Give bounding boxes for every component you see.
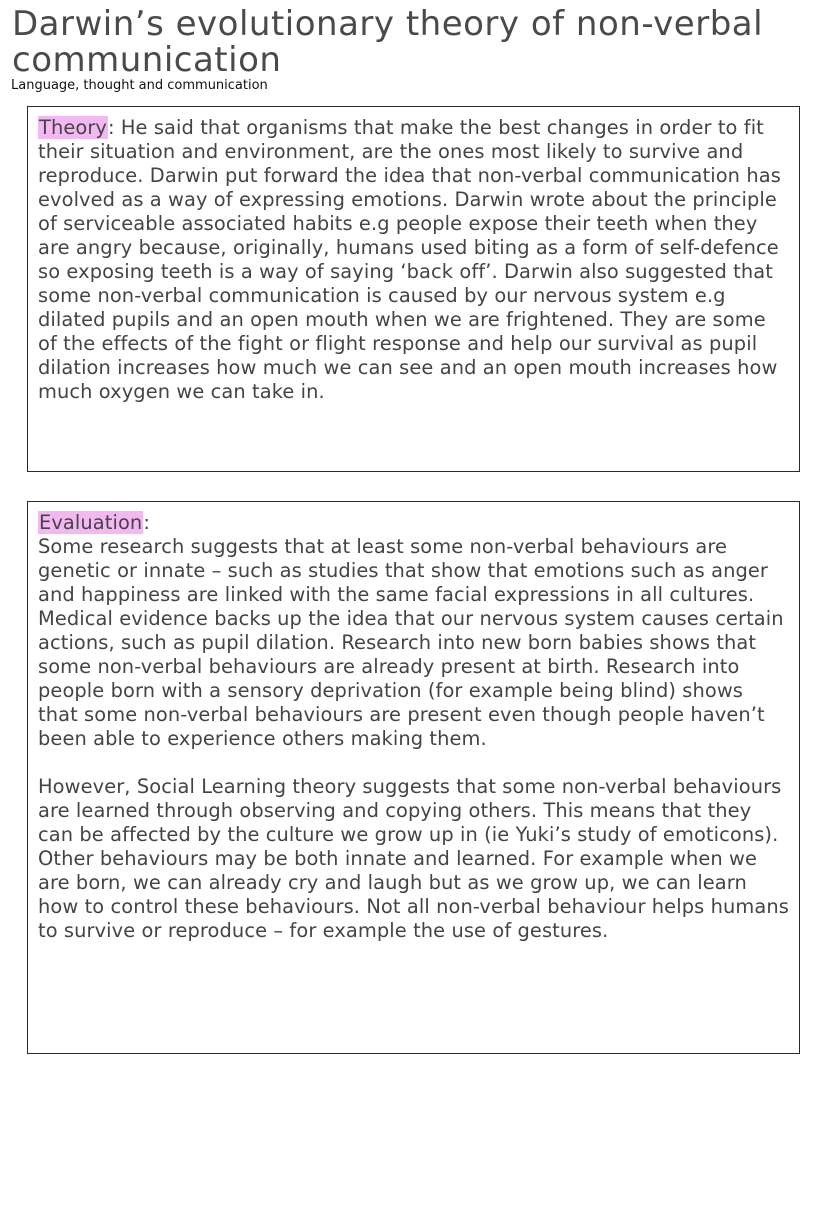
page-subtitle: Language, thought and communication: [11, 78, 268, 93]
page-title: Darwin’s evolutionary theory of non-verbal communication: [12, 4, 764, 80]
evaluation-paragraph-1: Some research suggests that at least some non-verbal behaviours are genetic or innate – such as studies that show that emotions such as anger and happiness are linked with the same facial expressions in all cultures. Medical evidence backs up the idea that our nervous system causes certain actions, such as pupil dilation. Research into new born babies shows that some non-verbal behaviours are already present at birth. Research into people born with a sensory deprivation (for example being blind) shows that some non-verbal behaviours are present even though people haven’t been able to experience others making them.: [38, 535, 784, 750]
evaluation-heading: Evaluation: [39, 511, 143, 534]
theory-paragraph: [38, 116, 789, 404]
evaluation-colon: :: [143, 511, 150, 534]
evaluation-paragraph-2: However, Social Learning theory suggests that some non-verbal behaviours are learned through observing and copying others. This means that they can be affected by the culture we grow up in (ie Yuki’s study of emoticons). Other behaviours may be both innate and learned. For example when we are born, we can already cry and laugh but as we grow up, we can learn how to control these behaviours. Not all non-verbal behaviour helps humans to survive or reproduce – for example the use of gestures.: [38, 775, 789, 942]
theory-text: : He said that organisms that make the best changes in order to fit their situation and environment, are the ones most likely to survive and reproduce. Darwin put forward the idea that non-verbal communication has evolved as a way of expressing emotions. Darwin wrote about the principle of serviceable associated habits e.g people expose their teeth when they are angry because, originally, humans used biting as a form of self-defence so exposing teeth is a way of saying ‘back off’. Darwin also suggested that some non-verbal communication is caused by our nervous system e.g dilated pupils and an open mouth when we are frightened. They are some of the effects of the fight or flight response and help our survival as pupil dilation increases how much we can see and an open mouth increases how much oxygen we can take in.: [38, 116, 781, 403]
theory-heading: Theory: [39, 116, 107, 139]
theory-box: [27, 106, 800, 472]
evaluation-heading-line: [38, 511, 789, 535]
evaluation-box: [27, 501, 800, 1054]
